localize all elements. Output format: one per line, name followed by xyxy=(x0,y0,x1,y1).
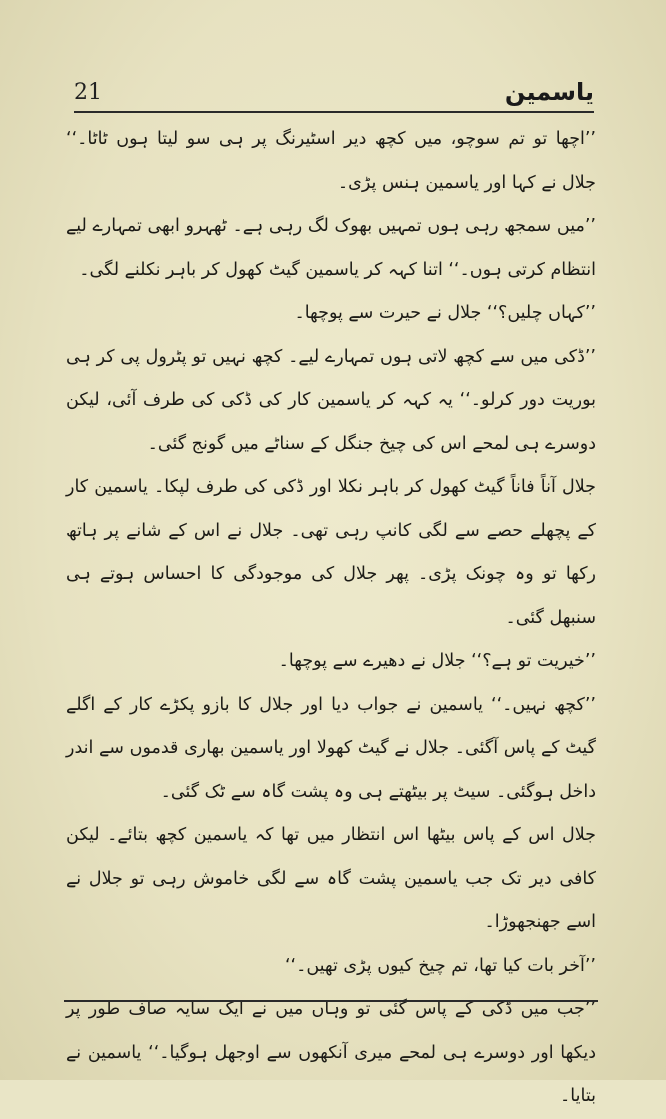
paragraph: ’’اچھا تو تم سوچو، میں کچھ دیر اسٹیرنگ پر ہی سو لیتا ہوں ٹاٹا۔‘‘ جلال نے کہا اور یاسمین ہنس پڑی۔ xyxy=(66,129,596,193)
paragraph: ’’جب میں ڈکی کے پاس گئی تو وہاں میں نے ایک سایہ صاف طور پر دیکھا اور دوسرے ہی لمحے میری آنکھوں سے اوجھل ہوگیا۔‘‘ یاسمین نے بتایا۔ xyxy=(66,999,596,1106)
paragraph: ’’کہاں چلیں؟‘‘ جلال نے حیرت سے پوچھا۔ xyxy=(294,303,596,323)
paragraph: ’’میں سمجھ رہی ہوں تمہیں بھوک لگ رہی ہے۔ ٹھہرو ابھی تمہارے لیے انتظام کرتی ہوں۔‘‘ اتنا کہہ کر یاسمین گیٹ کھول کر باہر نکلنے لگی۔ xyxy=(66,216,596,280)
page-header xyxy=(74,78,594,112)
paragraph: جلال آناً فاناً گیٹ کھول کر باہر نکلا اور ڈکی کی طرف لپکا۔ یاسمین کار کے پچھلے حصے سے لگی کانپ رہی تھی۔ جلال نے اس کے شانے پر ہاتھ رکھا تو وہ چونک پڑی۔ پھر جلال کی موجودگی کا احساس ہوتے ہی سنبھل گئی۔ xyxy=(66,477,596,628)
paragraph: جلال اس کے پاس بیٹھا اس انتظار میں تھا کہ یاسمین کچھ بتائے۔ لیکن کافی دیر تک جب یاسمین پشت گاہ سے لگی خاموش رہی تو جلال نے اسے جھنجھوڑا۔ xyxy=(66,825,596,932)
paragraph: ’’کچھ نہیں۔‘‘ یاسمین نے جواب دیا اور جلال کا بازو پکڑے کار کے اگلے گیٹ کے پاس آگئی۔ جلال نے گیٹ کھولا اور یاسمین بھاری قدموں سے اندر داخل ہوگئی۔ سیٹ پر بیٹھتے ہی وہ پشت گاہ سے ٹک گئی۔ xyxy=(66,694,596,802)
paragraph: ’’خیریت تو ہے؟‘‘ جلال نے دھیرے سے پوچھا۔ xyxy=(278,651,596,671)
page-number: 21 xyxy=(74,80,102,105)
paragraph: ’’آخر بات کیا تھا، تم چیخ کیوں پڑی تھیں۔‘‘ xyxy=(284,955,596,976)
footer-rule xyxy=(64,1000,598,1002)
paragraph: ’’ڈکی میں سے کچھ لاتی ہوں تمہارے لیے۔ کچھ نہیں تو پٹرول پی کر ہی بوریت دور کرلو۔‘‘ یہ کہہ کر یاسمین کار کی ڈکی کی طرف آئی، لیکن دوسرے ہی لمحے اس کی چیخ جنگل کے سناٹے میں گونج گئی۔ xyxy=(66,346,596,454)
story-text xyxy=(66,118,596,1119)
header-rule xyxy=(74,111,594,113)
running-title: یاسمین xyxy=(504,78,594,106)
